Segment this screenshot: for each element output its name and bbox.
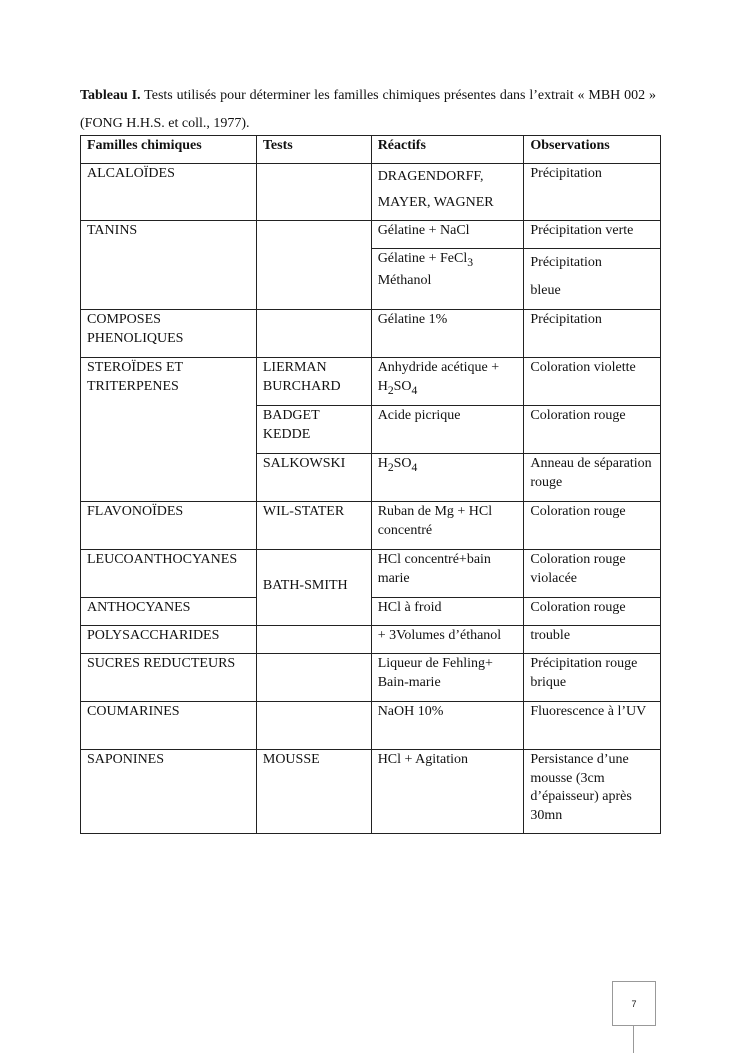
observation-cell: Coloration rouge: [524, 598, 661, 626]
reagent-cell: Liqueur de Fehling+ Bain-marie: [371, 654, 524, 702]
family-cell: LEUCOANTHOCYANES: [81, 550, 257, 598]
reagent-cell: HCl concentré+bain marie: [371, 550, 524, 598]
observation-line: Précipitation: [530, 255, 602, 270]
test-cell: [256, 310, 371, 358]
observation-cell: trouble: [524, 626, 661, 654]
observation-cell: Anneau de séparation rouge: [524, 454, 661, 502]
reagent-subscript: 2: [387, 383, 394, 397]
caption-text: Tests utilisés pour déterminer les familles chimiques présentes dans l’extrait « MBH 002 » (FONG H.H.S. et coll., 1977).: [80, 88, 656, 131]
caption-label: Tableau I.: [80, 88, 141, 103]
observation-cell: Coloration rouge violacée: [524, 550, 661, 598]
test-cell: [256, 654, 371, 702]
table-row: [81, 358, 661, 406]
reagent-subscript: 4: [411, 460, 418, 474]
observation-cell: Coloration rouge: [524, 406, 661, 454]
reagent-subscript: 4: [411, 383, 418, 397]
table-header-row: [81, 136, 661, 164]
reagent-text: Anhydride acétique + H: [377, 360, 500, 394]
reagent-cell: [371, 454, 524, 502]
test-cell: SALKOWSKI: [256, 454, 371, 502]
chemical-tests-table: [80, 135, 661, 834]
reagent-cell: Acide picrique: [371, 406, 524, 454]
table-caption: [80, 82, 656, 138]
reagent-cell: Gélatine 1%: [371, 310, 524, 358]
family-cell: COUMARINES: [81, 702, 257, 750]
header-observations: Observations: [524, 136, 661, 164]
observation-cell: Précipitation rouge brique: [524, 654, 661, 702]
reagent-text: H: [377, 456, 388, 471]
test-cell: LIERMAN BURCHARD: [256, 358, 371, 406]
observation-cell: [524, 249, 661, 310]
observation-cell: Précipitation verte: [524, 221, 661, 249]
test-cell: [256, 702, 371, 750]
family-cell: SUCRES REDUCTEURS: [81, 654, 257, 702]
page-number-divider: [633, 1025, 634, 1053]
table-row: [81, 598, 661, 626]
reagent-line: MAYER, WAGNER: [377, 195, 494, 210]
test-cell: MOUSSE: [256, 750, 371, 834]
family-cell: POLYSACCHARIDES: [81, 626, 257, 654]
reagent-cell: [371, 358, 524, 406]
table-row: [81, 750, 661, 834]
reagent-text: Méthanol: [377, 273, 432, 289]
reagent-line: DRAGENDORFF,: [377, 169, 484, 184]
table-row: [81, 702, 661, 750]
family-cell: TANINS: [81, 221, 257, 310]
observation-cell: Précipitation: [524, 164, 661, 221]
family-cell: FLAVONOÏDES: [81, 502, 257, 550]
reagent-cell: [371, 249, 524, 310]
test-cell: BADGET KEDDE: [256, 406, 371, 454]
table-row: [81, 221, 661, 249]
table-row: [81, 502, 661, 550]
family-cell: ALCALOÏDES: [81, 164, 257, 221]
reagent-subscript: 3: [467, 255, 474, 269]
reagent-text: Gélatine + FeCl: [377, 251, 468, 266]
reagent-cell: Ruban de Mg + HCl concentré: [371, 502, 524, 550]
test-cell: [256, 626, 371, 654]
observation-cell: Coloration violette: [524, 358, 661, 406]
header-families: Familles chimiques: [81, 136, 257, 164]
reagent-cell: HCl + Agitation: [371, 750, 524, 834]
reagent-cell: [371, 164, 524, 221]
observation-cell: Précipitation: [524, 310, 661, 358]
table-row: [81, 654, 661, 702]
reagent-cell: Gélatine + NaCl: [371, 221, 524, 249]
test-cell: BATH-SMITH: [256, 550, 371, 626]
test-cell: WIL-STATER: [256, 502, 371, 550]
test-cell: [256, 221, 371, 310]
table-row: [81, 550, 661, 598]
reagent-subscript: 2: [387, 460, 394, 474]
table-row: [81, 626, 661, 654]
observation-cell: Coloration rouge: [524, 502, 661, 550]
reagent-text: SO: [393, 378, 412, 394]
family-cell: STEROÏDES ET TRITERPENES: [81, 358, 257, 502]
page-number: 7: [612, 981, 656, 1026]
test-cell: [256, 164, 371, 221]
table-row: [81, 164, 661, 221]
family-cell: SAPONINES: [81, 750, 257, 834]
family-cell: ANTHOCYANES: [81, 598, 257, 626]
observation-cell: Fluorescence à l’UV: [524, 702, 661, 750]
header-tests: Tests: [256, 136, 371, 164]
observation-line: bleue: [530, 283, 561, 298]
observation-cell: Persistance d’une mousse (3cm d’épaisseur) après 30mn: [524, 750, 661, 834]
reagent-cell: + 3Volumes d’éthanol: [371, 626, 524, 654]
header-reagents: Réactifs: [371, 136, 524, 164]
table-row: [81, 310, 661, 358]
reagent-cell: HCl à froid: [371, 598, 524, 626]
reagent-text: SO: [393, 456, 412, 471]
family-cell: COMPOSES PHENOLIQUES: [81, 310, 257, 358]
reagent-cell: NaOH 10%: [371, 702, 524, 750]
